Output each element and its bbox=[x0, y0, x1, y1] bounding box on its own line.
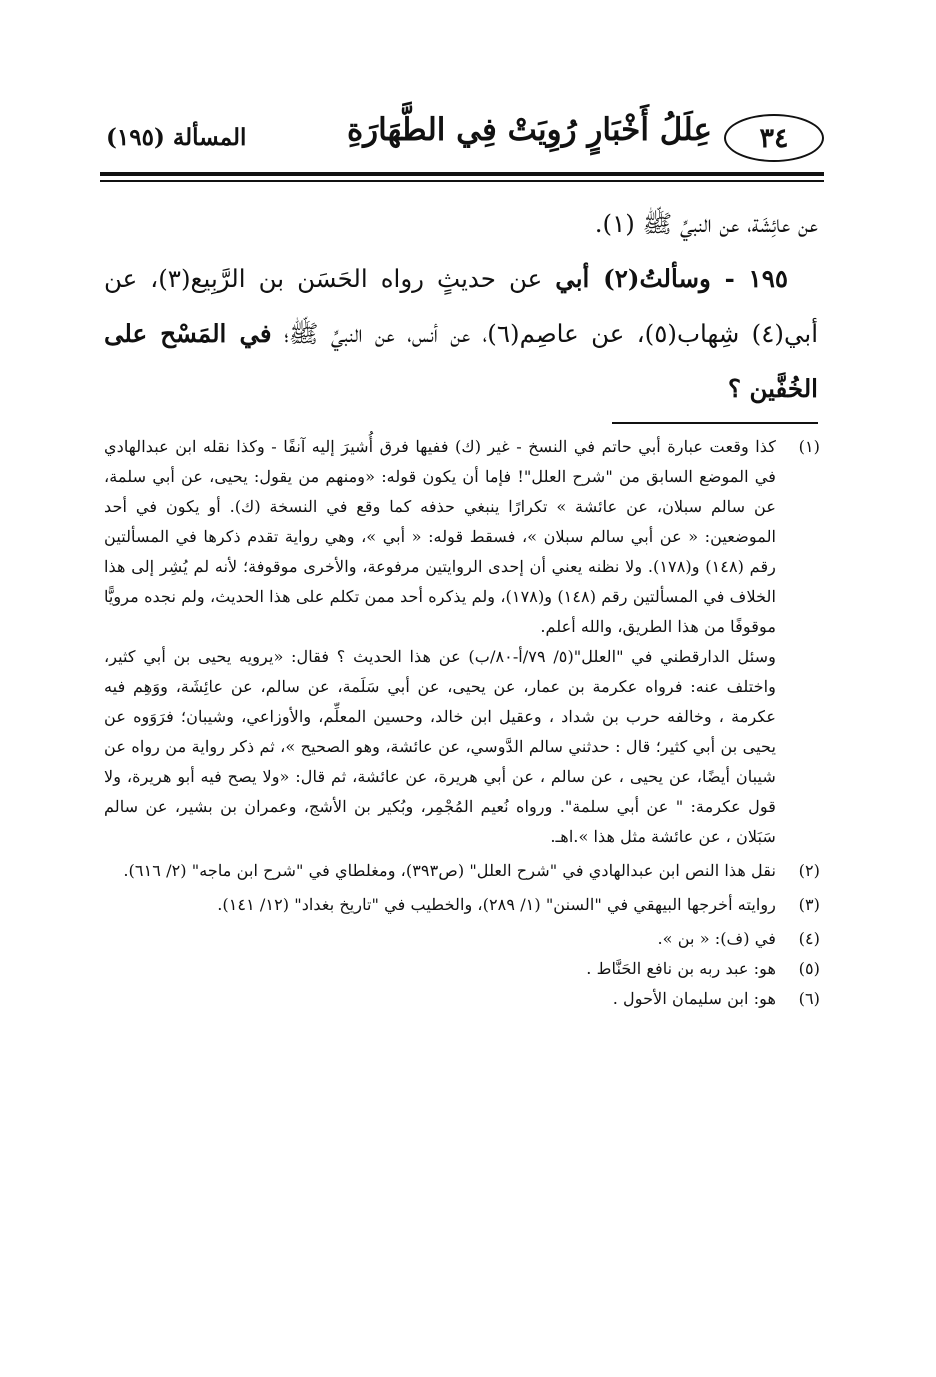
question-number: ١٩٥ - وسألتُ(٢) أبي bbox=[555, 264, 789, 293]
footnote-mark: (٥) bbox=[798, 959, 820, 978]
footnote-3 bbox=[104, 890, 820, 920]
footnote-paragraph: هو: عبد ربه بن نافع الحَنَّاط . bbox=[586, 959, 776, 978]
footnote-body bbox=[104, 856, 776, 886]
question-tail: في المَسْح على الخُفَّين ؟ bbox=[104, 319, 818, 403]
footnote-paragraph: كذا وقعت عبارة أبي حاتم في النسخ - غير (ك) ففيها فرق أُشيرَ إليه آنفًا - وكذا نقله ابن عبدالهادي في الموضع السابق من "شرح العلل"! فإما أن يكون قوله: «ومنهم من يقول: يحيى، عن أبي سلمة، عن سالم سبلان، عن عائشة » تكرارًا ينبغي حذفه كما وقع في النسخة (ك). أو يكون في أحد الموضعين: « عن أبي سالم سبلان »، فسقط قوله: « أبي »، وهي رواية تقدم ذكرها في المسألتين رقم (١٤٨) و(١٧٨). ولا نظنه يعني أن إحدى الروايتين مرفوعة، والأخرى موقوفة؛ لأنه لم يُشِر إلى هذا الخلاف في المسألتين رقم (١٤٨) و(١٧٨)، ولم يذكره أحد ممن تكلم على هذا الحديث، ولم نجده مرويًّا موقوفًا من هذا الطريق، والله أعلم. bbox=[104, 437, 777, 636]
main-text bbox=[104, 196, 818, 416]
issue-label: المسألة (١٩٥) bbox=[106, 124, 247, 151]
footnote-paragraph: وسئل الدارقطني في "العلل"(٥/ ٧٩/أ-٨٠/ب) عن هذا الحديث ؟ فقال: «يرويه يحيى بن أبي كثير، واختلف عنه: فرواه عكرمة بن عمار، عن يحيى، عن أبي سَلَمة، عن سالم، عن عائِشَة، ووَهِم فيه عكرمة ، وخالفه حرب بن شداد ، وعقيل ابن خالد، وحسين المعلِّم، والأوزاعي، وشيبان؛ فرَوَوه عن يحيى بن أبي كثير؛ قال : حدثني سالم الدَّوسي، عن عائشة، وهو الصحيح »، ثم ذكر رواية من رواه عن شيبان أيضًا، عن يحيى ، عن سالم ، عن أبي هريرة، عن عائشة، ثم قال: «ولا يصح فيه أبو هريرة، ولا قول عكرمة: " عن أبي سلمة". ورواه نُعيم المُجْمِر، وبُكير بن الأشج، وعمران بن بشير، عن سالم سَبَلان ، عن عائشة مثل هذا ».اهـ. bbox=[104, 647, 776, 846]
footnote-4 bbox=[104, 924, 820, 954]
footnotes bbox=[104, 432, 820, 1014]
question-paragraph bbox=[104, 251, 818, 416]
footnote-separator bbox=[612, 422, 818, 424]
footnote-body bbox=[104, 890, 776, 920]
header-rule-thick bbox=[100, 172, 824, 176]
footnote-6 bbox=[104, 984, 820, 1014]
header-rule-thin bbox=[100, 180, 824, 182]
footnote-paragraph: هو: ابن سليمان الأحول . bbox=[612, 989, 776, 1008]
lead-paragraph: عن عائِشَة، عن النبيِّ ﷺ (١). bbox=[594, 209, 818, 238]
footnote-mark: (١) bbox=[798, 437, 820, 456]
footnote-paragraph: نقل هذا النص ابن عبدالهادي في "شرح العلل" (ص٣٩٣)، ومغلطاي في "شرح ابن ماجه" (٢/ ٦١٦). bbox=[123, 861, 776, 880]
question-text: عن حديثٍ رواه الحَسَن بن الرَّبِيع(٣)، عن أبي(٤) شِهاب(٥)، عن عاصِم(٦)، عن أنس، عن النبيِّ ﷺ؛ bbox=[104, 264, 819, 348]
book-title: عِلَلُ أَخْبَارٍ رُوِيَتْ فِي الطَّهَارَةِ bbox=[346, 112, 712, 148]
footnote-mark: (٤) bbox=[798, 929, 820, 948]
footnote-body bbox=[104, 432, 776, 852]
footnote-paragraph: روايته أخرجها البيهقي في "السنن" (١/ ٢٨٩)، والخطيب في "تاريخ بغداد" (١٢/ ١٤١). bbox=[217, 895, 776, 914]
footnote-mark: (٦) bbox=[798, 989, 820, 1008]
page-header bbox=[98, 108, 824, 168]
footnote-mark: (٢) bbox=[798, 861, 820, 880]
footnote-5 bbox=[104, 954, 820, 984]
page-number: ٣٤ bbox=[724, 114, 824, 162]
footnote-2 bbox=[104, 856, 820, 886]
footnote-body bbox=[104, 984, 776, 1014]
footnote-1 bbox=[104, 432, 820, 852]
footnote-body bbox=[104, 924, 776, 954]
footnote-mark: (٣) bbox=[798, 895, 820, 914]
footnote-body bbox=[104, 954, 776, 984]
footnote-paragraph: في (ف): « بن ». bbox=[657, 929, 776, 948]
